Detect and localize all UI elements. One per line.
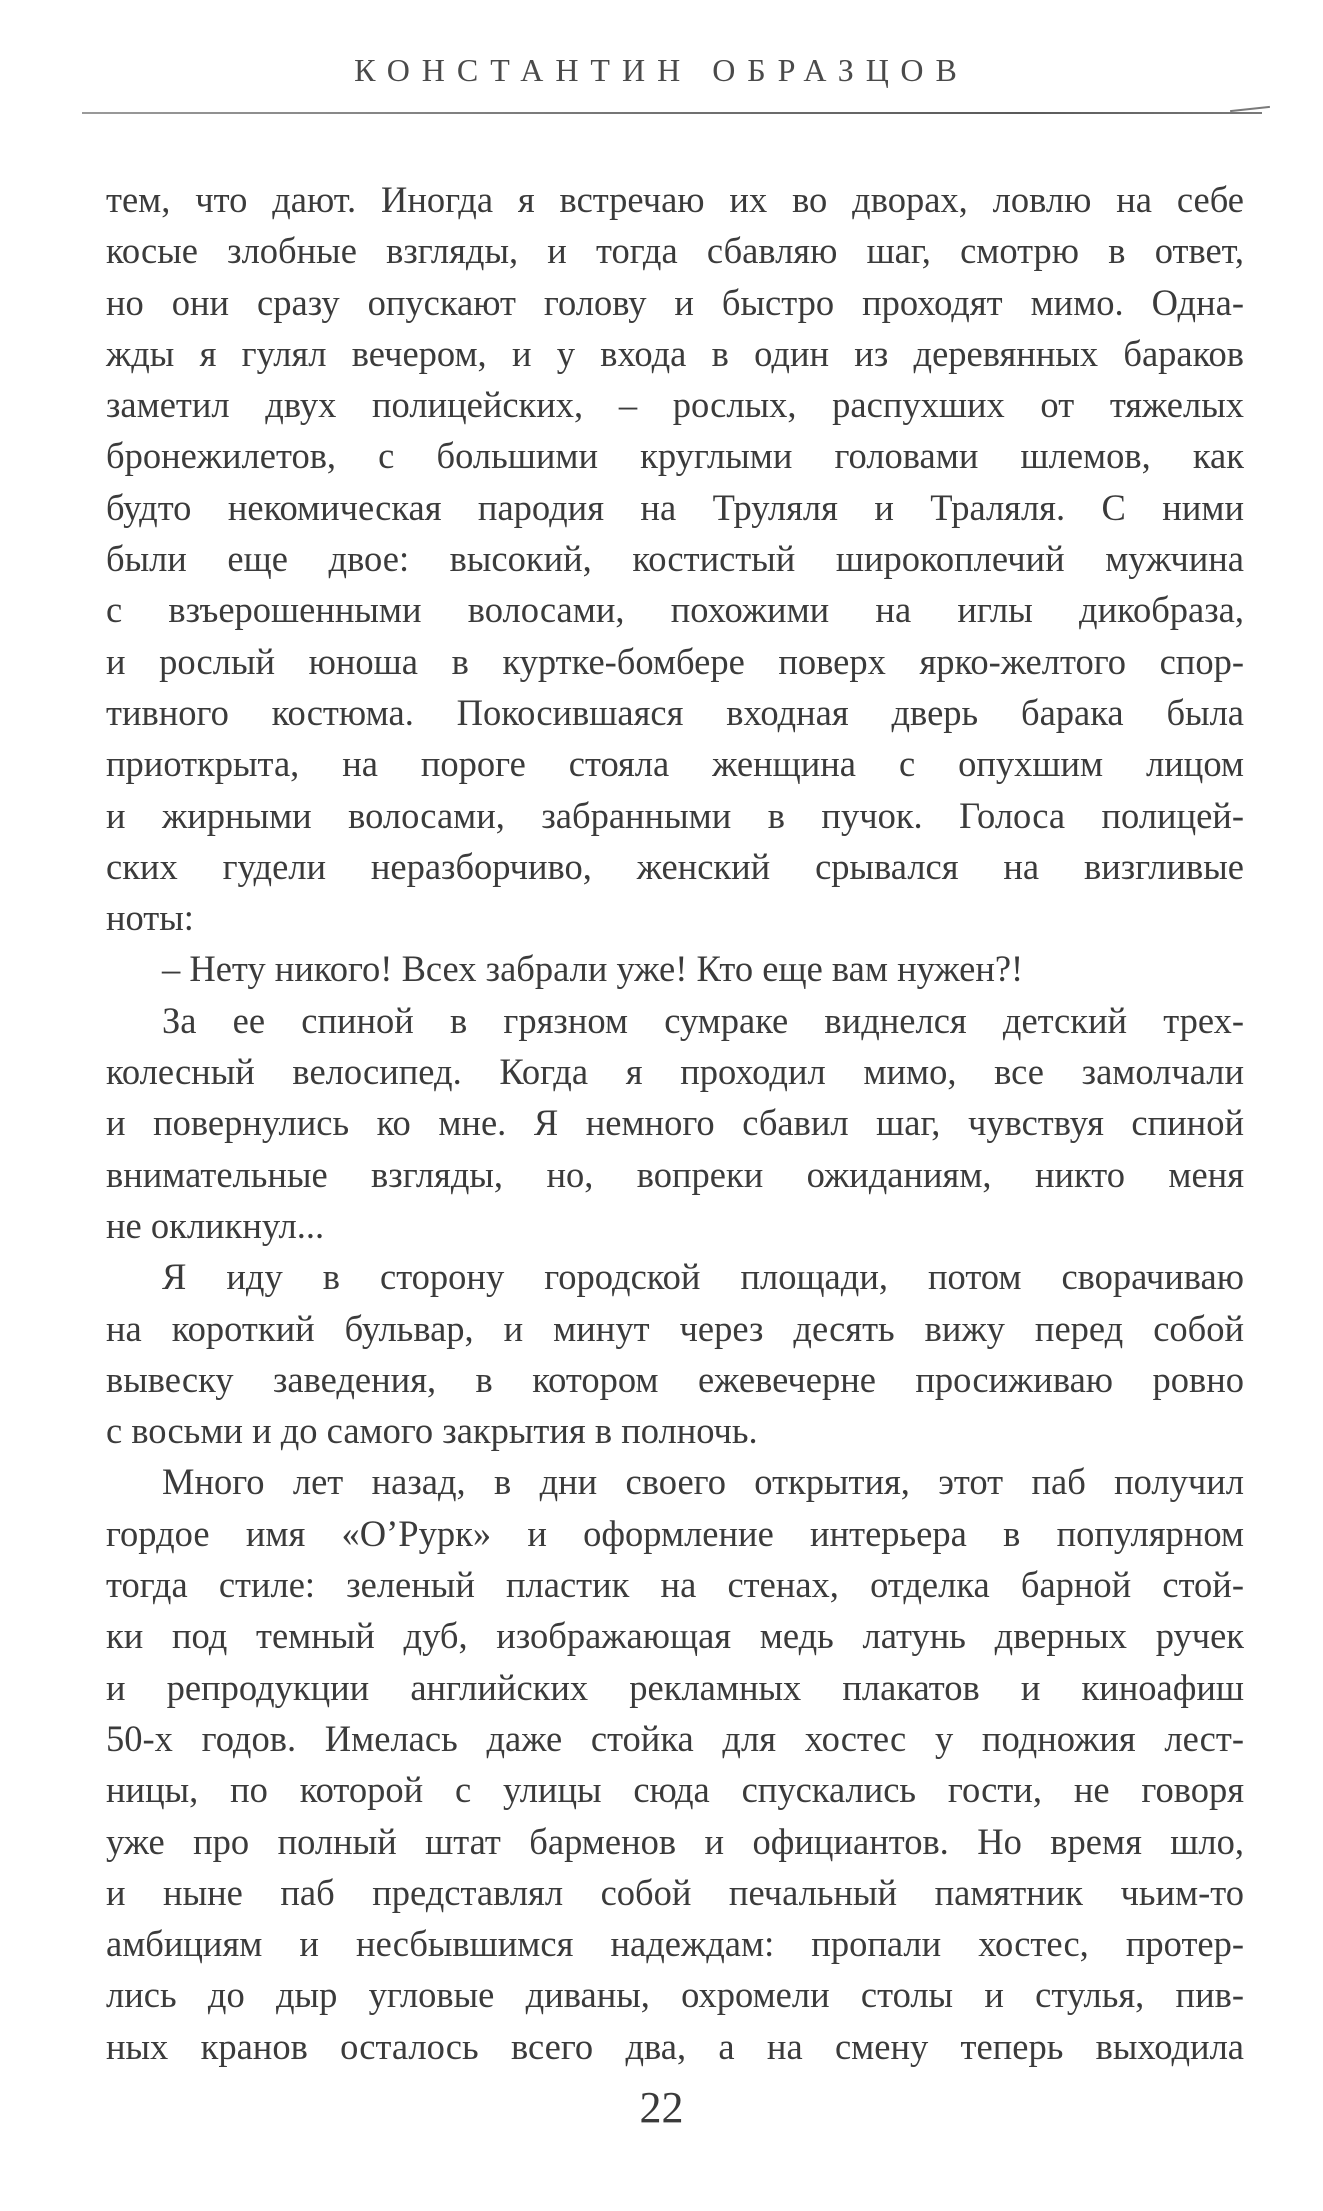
text-line: бронежилетов, с большими круглыми головами шлемов, как	[106, 435, 1244, 477]
text-line: тем, что дают. Иногда я встречаю их во дворах, ловлю на себе	[106, 179, 1244, 220]
body-text	[106, 174, 1244, 2072]
text-line: 50-х годов. Имелась даже стойка для хостес у подножия лест-	[106, 1717, 1244, 1759]
text-line: и повернулись ко мне. Я немного сбавил шаг, чувствуя спиной	[106, 1102, 1244, 1144]
text-line: вывеску заведения, в котором ежевечерне просиживаю ровно	[106, 1358, 1244, 1400]
text-line: колесный велосипед. Когда я проходил мимо, все замолчали	[106, 1051, 1244, 1093]
text-line: уже про полный штат барменов и официантов. Но время шло,	[106, 1820, 1244, 1862]
text-line: с восьми и до самого закрытия в полночь.	[106, 1410, 758, 1452]
running-head: КОНСТАНТИН ОБРАЗЦОВ	[354, 52, 969, 88]
text-line: Я иду в сторону городской площади, потом сворачиваю	[162, 1256, 1244, 1298]
text-line: ных кранов осталось всего два, а на смену теперь выходила	[106, 2025, 1244, 2067]
text-line: жды я гулял вечером, и у входа в один из деревянных бараков	[106, 332, 1244, 374]
text-line: тивного костюма. Покосившаяся входная дверь барака была	[106, 691, 1244, 733]
text-line: ноты:	[106, 897, 194, 939]
text-line: За ее спиной в грязном сумраке виднелся детский трех-	[162, 999, 1244, 1041]
page-number: 22	[639, 2083, 684, 2132]
text-line: тогда стиле: зеленый пластик на стенах, отделка барной стой-	[106, 1564, 1244, 1606]
text-line: ки под темный дуб, изображающая медь латунь дверных ручек	[106, 1615, 1244, 1657]
text-line: на короткий бульвар, и минут через десять вижу перед собой	[106, 1307, 1244, 1349]
text-line: и репродукции английских рекламных плакатов и киноафиш	[106, 1666, 1244, 1708]
text-line: были еще двое: высокий, костистый широкоплечий мужчина	[106, 538, 1244, 580]
text-line: лись до дыр угловые диваны, охромели столы и стулья, пив-	[106, 1974, 1244, 2016]
text-line: и ныне паб представлял собой печальный памятник чьим-то	[106, 1871, 1244, 1913]
text-line: – Нету никого! Всех забрали уже! Кто еще вам нужен?!	[162, 948, 1024, 990]
text-line: Много лет назад, в дни своего открытия, этот паб получил	[162, 1461, 1244, 1503]
text-line: с взъерошенными волосами, похожими на иглы дикобраза,	[106, 589, 1244, 631]
text-line: косые злобные взгляды, и тогда сбавляю шаг, смотрю в ответ,	[106, 230, 1244, 272]
text-line: ских гудели неразборчиво, женский срывался на визгливые	[106, 845, 1244, 887]
text-line: не окликнул...	[106, 1204, 325, 1246]
text-line: приоткрыта, на пороге стояла женщина с опухшим лицом	[106, 743, 1244, 785]
text-line: заметил двух полицейских, – рослых, распухших от тяжелых	[106, 384, 1244, 426]
text-line: и рослый юноша в куртке-бомбере поверх ярко-желтого спор-	[106, 640, 1244, 682]
text-line: амбициям и несбывшимся надеждам: пропали хостес, протер-	[106, 1923, 1244, 1965]
header-rule	[82, 112, 1262, 114]
text-line: и жирными волосами, забранными в пучок. Голоса полицей-	[106, 794, 1244, 836]
text-line: внимательные взгляды, но, вопреки ожиданиям, никто меня	[106, 1153, 1244, 1195]
text-line: ницы, по которой с улицы сюда спускались гости, не говоря	[106, 1769, 1244, 1811]
text-line: будто некомическая пародия на Труляля и Траляля. С ними	[106, 486, 1244, 528]
text-line: гордое имя «О’Рурк» и оформление интерьера в популярном	[106, 1512, 1244, 1554]
text-line: но они сразу опускают голову и быстро проходят мимо. Одна-	[106, 281, 1244, 323]
